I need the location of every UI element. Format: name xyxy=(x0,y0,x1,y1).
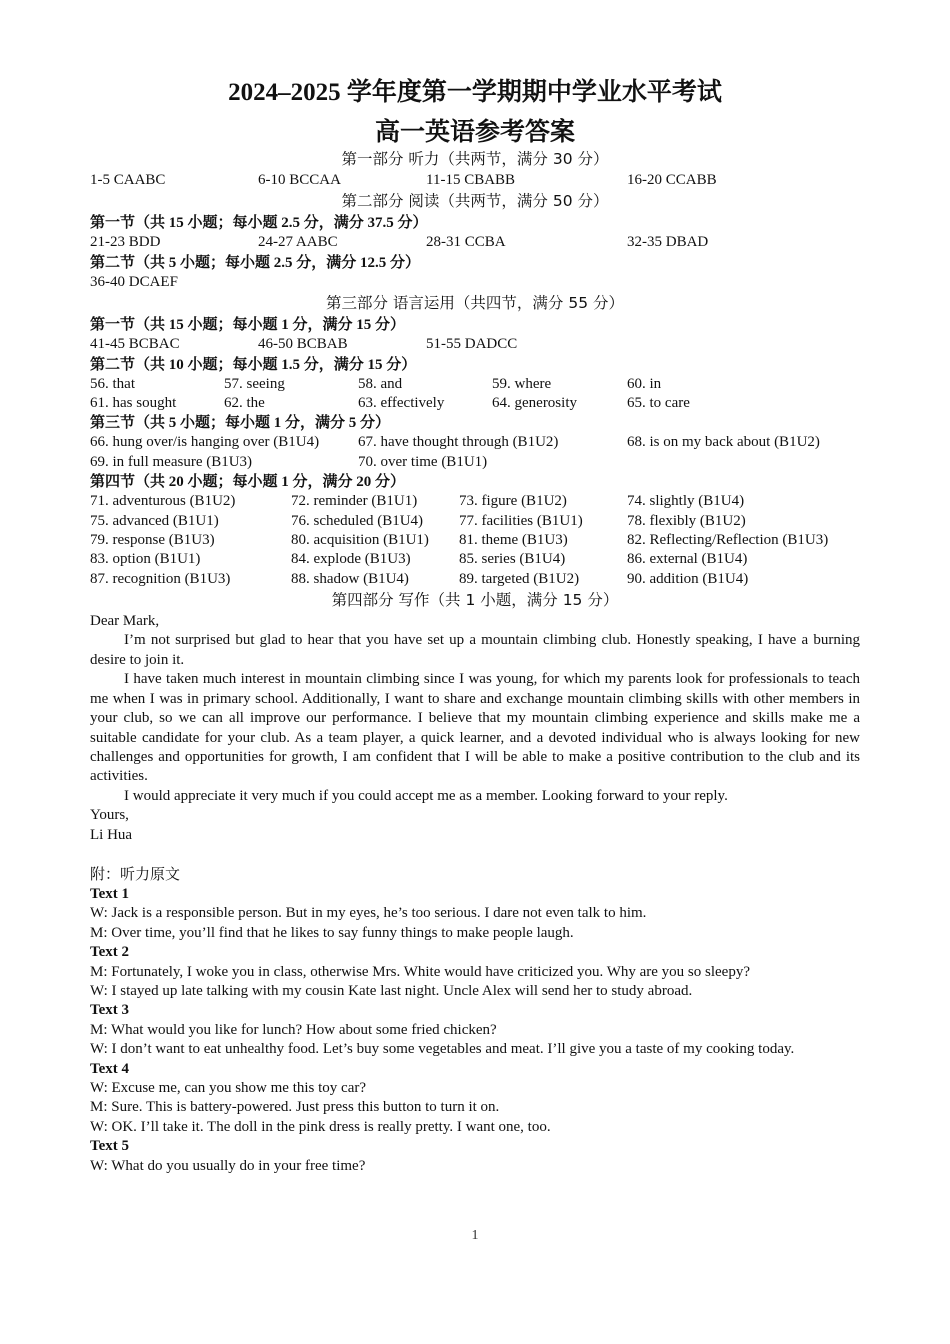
answer-cell: 88. shadow (B1U4) xyxy=(291,570,409,587)
document-subtitle: 高一英语参考答案 xyxy=(374,119,575,146)
answer-cell: 61. has sought xyxy=(90,394,177,411)
part3-heading: 第三部分 语言运用（共四节，满分 55 分） xyxy=(325,294,624,313)
answer-cell: 77. facilities (B1U1) xyxy=(459,512,583,529)
answer-cell: 79. response (B1U3) xyxy=(90,531,215,548)
part3-sec3-row xyxy=(90,453,860,472)
answer-cell: 67. have thought through (B1U2) xyxy=(358,434,559,451)
text-label: Text 4 xyxy=(90,1060,130,1077)
letter-signature: Li Hua xyxy=(90,826,133,843)
answer-cell: 60. in xyxy=(627,375,662,392)
text-label: Text 2 xyxy=(90,944,130,961)
answer-cell: 78. flexibly (B1U2) xyxy=(627,512,746,529)
answer-cell: 76. scheduled (B1U4) xyxy=(291,512,424,529)
answer-cell: 83. option (B1U1) xyxy=(90,551,201,568)
letter-closing: Yours, xyxy=(90,807,129,824)
part3-sec4-row xyxy=(90,570,860,589)
answer-cell: 21-23 BDD xyxy=(90,234,161,251)
answer-cell: 11-15 CBABB xyxy=(426,172,516,188)
dialogue-line: W: Excuse me, can you show me this toy car? xyxy=(90,1080,367,1097)
answer-cell: 62. the xyxy=(224,394,265,411)
answer-cell: 63. effectively xyxy=(358,394,445,411)
answer-cell: 66. hung over/is hanging over (B1U4) xyxy=(90,434,320,451)
letter-paragraph: I have taken much interest in mountain climbing since I was young, for which my parents look for professionals to teach me when I was in primary school. Additionally, I want to share and exchange mountain climbing skills with other members in your club, so we can all improve our performance. I believe that my mountain climbing experience and skills make me a suitable candidate for your club. As a team player, a quick learner, and a devoted individual who is always looking for new challenges and opportunities for growth, I am confident that I will be able to make a positive contribution to the club and its activities. xyxy=(90,671,860,785)
answer-cell: 24-27 AABC xyxy=(258,234,338,251)
content xyxy=(90,148,860,1176)
answer-cell: 73. figure (B1U2) xyxy=(459,493,567,510)
part2-heading: 第二部分 阅读（共两节，满分 50 分） xyxy=(341,192,609,211)
sample-letter xyxy=(90,612,860,845)
answer-cell: 1-5 CAABC xyxy=(90,172,166,188)
answer-cell: 36-40 DCAEF xyxy=(90,273,178,290)
text-label: Text 3 xyxy=(90,1002,130,1019)
part3-sec4-row xyxy=(90,550,860,569)
answer-cell: 51-55 DADCC xyxy=(426,336,518,353)
exam-title: 2024–2025 学年度第一学期期中学业水平考试 xyxy=(228,79,722,106)
page-number: 1 xyxy=(471,1228,479,1243)
answer-cell: 82. Reflecting/Reflection (B1U3) xyxy=(627,531,829,548)
part3-sec2-row xyxy=(90,394,860,413)
text-label: Text 5 xyxy=(90,1138,130,1155)
answer-cell: 41-45 BCBAC xyxy=(90,336,180,353)
answer-cell: 16-20 CCABB xyxy=(627,172,717,188)
part3-sec2-label: 第二节（共 10 小题；每小题 1.5 分，满分 15 分） xyxy=(90,356,417,373)
answer-cell: 87. recognition (B1U3) xyxy=(90,570,231,587)
part3-sec4-row xyxy=(90,512,860,531)
part2-sec2-answer-row xyxy=(90,273,860,292)
answer-cell: 69. in full measure (B1U3) xyxy=(90,453,253,470)
part3-sec3-label: 第三节（共 5 小题；每小题 1 分，满分 5 分） xyxy=(90,415,391,432)
part1-answer-row xyxy=(90,171,860,190)
answer-cell: 89. targeted (B1U2) xyxy=(459,570,580,587)
dialogue-line: M: Fortunately, I woke you in class, otherwise Mrs. White would have criticized you. Why are you so sleepy? xyxy=(90,963,750,980)
answer-cell: 90. addition (B1U4) xyxy=(627,570,749,587)
dialogue-line: M: Over time, you’ll find that he likes to say funny things to make people laugh. xyxy=(90,924,574,941)
appendix-heading: 附：听力原文 xyxy=(90,864,181,883)
answer-cell: 68. is on my back about (B1U2) xyxy=(627,434,820,451)
dialogue-line: M: What would you like for lunch? How about some fried chicken? xyxy=(90,1021,497,1038)
answer-cell: 64. generosity xyxy=(492,394,577,411)
part3-sec1-label: 第一节（共 15 小题；每小题 1 分，满分 15 分） xyxy=(90,317,406,334)
part2-sec2-label: 第二节（共 5 小题；每小题 2.5 分，满分 12.5 分） xyxy=(90,254,421,271)
answer-cell: 72. reminder (B1U1) xyxy=(291,493,418,510)
part2-sec1-answer-row xyxy=(90,233,860,252)
part3-sec4-label: 第四节（共 20 小题；每小题 1 分，满分 20 分） xyxy=(90,474,406,491)
answer-cell: 86. external (B1U4) xyxy=(627,551,748,568)
part3-sec2-row xyxy=(90,375,860,394)
part3-sec4-row xyxy=(90,531,860,550)
answer-cell: 75. advanced (B1U1) xyxy=(90,512,219,529)
part2-sec1-label: 第一节（共 15 小题；每小题 2.5 分，满分 37.5 分） xyxy=(90,215,428,232)
answer-cell: 81. theme (B1U3) xyxy=(459,531,568,548)
dialogue-line: W: What do you usually do in your free time? xyxy=(90,1157,366,1174)
answer-cell: 85. series (B1U4) xyxy=(459,551,566,568)
answer-cell: 74. slightly (B1U4) xyxy=(627,493,745,510)
answer-cell: 70. over time (B1U1) xyxy=(358,453,488,470)
letter-paragraph: I’m not surprised but glad to hear that you have set up a mountain climbing club. Honestly speaking, I have a burning desire to join it. xyxy=(90,632,860,668)
part3-sec4-row xyxy=(90,492,860,511)
answer-cell: 65. to care xyxy=(627,394,690,411)
answer-cell: 58. and xyxy=(358,375,403,392)
dialogue-line: W: I don’t want to eat unhealthy food. Let’s buy some vegetables and meat. I’ll give you a taste of my cooking today. xyxy=(90,1041,795,1058)
dialogue-line: W: I stayed up late talking with my cousin Kate last night. Uncle Alex will send her to study abroad. xyxy=(90,982,693,999)
part1-heading: 第一部分 听力（共两节，满分 30 分） xyxy=(341,150,609,168)
letter-greeting: Dear Mark, xyxy=(90,613,160,630)
answer-cell: 28-31 CCBA xyxy=(426,234,506,251)
answer-cell: 59. where xyxy=(492,375,552,392)
dialogue-line: W: Jack is a responsible person. But in my eyes, he’s too serious. I dare not even talk to him. xyxy=(90,905,647,922)
answer-cell: 32-35 DBAD xyxy=(627,234,709,251)
answer-cell: 84. explode (B1U3) xyxy=(291,551,411,568)
answer-cell: 80. acquisition (B1U1) xyxy=(291,531,429,548)
text-label: Text 1 xyxy=(90,885,130,902)
answer-cell: 57. seeing xyxy=(224,375,285,392)
letter-paragraph: I would appreciate it very much if you could accept me as a member. Looking forward to your reply. xyxy=(124,787,728,804)
part3-sec3-row xyxy=(90,433,860,452)
dialogue-line: W: OK. I’ll take it. The doll in the pink dress is really pretty. I want one, too. xyxy=(90,1118,551,1135)
part3-sec1-answer-row xyxy=(90,335,860,354)
part4-heading: 第四部分 写作（共 1 小题，满分 15 分） xyxy=(331,591,619,610)
answer-cell: 56. that xyxy=(90,375,135,392)
answer-cell: 71. adventurous (B1U2) xyxy=(90,493,236,510)
answer-cell: 6-10 BCCAA xyxy=(258,172,341,188)
answer-cell: 46-50 BCBAB xyxy=(258,336,348,353)
dialogue-line: M: Sure. This is battery-powered. Just press this button to turn it on. xyxy=(90,1099,500,1116)
